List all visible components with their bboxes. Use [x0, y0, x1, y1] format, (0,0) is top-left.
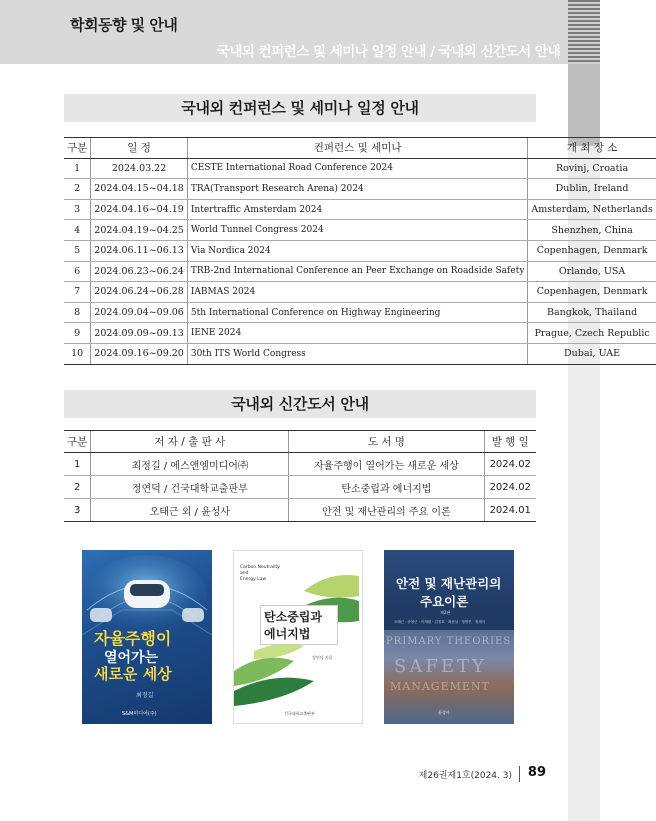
cover2-en3: Energy Law — [240, 577, 267, 582]
cover3-publisher: 윤성사 — [438, 710, 450, 715]
row-date: 2024.09.09~09.13 — [91, 323, 188, 344]
cover1-publisher: S&M미디어(주) — [122, 711, 157, 717]
row-place: Dubai, UAE — [528, 343, 656, 364]
cover3-title2: 주요이론 — [420, 594, 469, 609]
cover3-bg3: MANAGEMENT — [390, 680, 490, 693]
table-row — [64, 261, 656, 282]
row-pub-date: 2024.01 — [484, 499, 536, 522]
row-no: 2 — [64, 179, 91, 200]
section-title: 학회동향 및 안내 — [70, 16, 178, 34]
book-cover-carbon-neutrality — [233, 550, 363, 724]
cover2-title2: 에너지법 — [264, 627, 311, 641]
row-no: 7 — [64, 282, 91, 303]
row-place: Copenhagen, Denmark — [528, 240, 656, 261]
table-row — [64, 323, 656, 344]
cover1-line3: 새로운 세상 — [94, 665, 172, 683]
row-conference: IENE 2024 — [187, 323, 528, 344]
row-place: Copenhagen, Denmark — [528, 282, 656, 303]
row-place: Orlando, USA — [528, 261, 656, 282]
row-date: 2024.06.24~06.28 — [91, 282, 188, 303]
row-no: 4 — [64, 220, 91, 241]
table-row — [64, 282, 656, 303]
conference-title: 국내외 컨퍼런스 및 세미나 일정 안내 — [64, 94, 536, 122]
cover3-title1: 안전 및 재난관리의 — [396, 576, 502, 591]
side-tab-marker — [568, 64, 600, 146]
cover3-bg2: SAFETY — [394, 656, 487, 677]
row-author: 정연덕 / 건국대학교출판부 — [91, 476, 289, 499]
row-no: 3 — [64, 199, 91, 220]
col-author: 저 자 / 출 판 사 — [91, 431, 289, 453]
col-no: 구분 — [64, 138, 91, 159]
row-place: Bangkok, Thailand — [528, 302, 656, 323]
row-pub-date: 2024.02 — [484, 453, 536, 476]
books-title: 국내외 신간도서 안내 — [64, 390, 536, 418]
row-conference: TRB-2nd International Conference an Peer Exchange on Roadside Safety — [187, 261, 528, 282]
section-subtitle: 국내외 컨퍼런스 및 세미나 일정 안내 / 국내외 신간도서 안내 — [216, 44, 560, 60]
page-number: 89 — [527, 765, 546, 780]
row-conference: Via Nordica 2024 — [187, 240, 528, 261]
cover3-edition: 제2판 — [440, 610, 451, 615]
table-row — [64, 343, 656, 364]
row-author: 최정길 / 에스앤엠미디어㈜ — [91, 453, 289, 476]
row-book-title: 자율주행이 열어가는 새로운 세상 — [289, 453, 484, 476]
row-no: 5 — [64, 240, 91, 261]
row-date: 2024.04.19~04.25 — [91, 220, 188, 241]
table-row — [64, 220, 656, 241]
row-no: 2 — [64, 476, 91, 499]
row-date: 2024.03.22 — [91, 158, 188, 179]
cover2-en2: and — [240, 571, 249, 576]
row-conference: 5th International Conference on Highway Engineering — [187, 302, 528, 323]
row-no: 9 — [64, 323, 91, 344]
cover3-bg1: PRIMARY THEORIES — [386, 636, 512, 647]
conference-table — [64, 137, 656, 365]
footer-divider — [519, 766, 520, 782]
row-no: 3 — [64, 499, 91, 522]
row-place: Shenzhen, China — [528, 220, 656, 241]
row-date: 2024.04.16~04.19 — [91, 199, 188, 220]
cover2-title1: 탄소중립과 — [264, 610, 322, 624]
table-row — [64, 476, 536, 499]
row-place: Prague, Czech Republic — [528, 323, 656, 344]
col-no: 구분 — [64, 431, 91, 453]
row-place: Dublin, Ireland — [528, 179, 656, 200]
row-date: 2024.09.16~09.20 — [91, 343, 188, 364]
table-row — [64, 499, 536, 522]
row-conference: Intertraffic Amsterdam 2024 — [187, 199, 528, 220]
table-row — [64, 453, 536, 476]
col-pub-date: 발 행 일 — [484, 431, 536, 453]
cover1-line1: 자율주행이 — [94, 629, 172, 648]
cover3-authors: 오태근 · 송창근 · 이재원 · 김정호 · 최선실 · 정명진 · 정재식 — [394, 620, 486, 624]
row-conference: TRA(Transport Research Arena) 2024 — [187, 179, 528, 200]
cover2-author: 정연덕 지음 — [312, 655, 333, 660]
row-no: 6 — [64, 261, 91, 282]
book-cover-safety-management — [384, 550, 514, 724]
row-no: 10 — [64, 343, 91, 364]
col-date: 일 정 — [91, 138, 188, 159]
row-no: 1 — [64, 453, 91, 476]
col-book-title: 도 서 명 — [289, 431, 484, 453]
cover1-line2: 열어가는 — [104, 650, 159, 666]
row-date: 2024.06.11~06.13 — [91, 240, 188, 261]
row-no: 8 — [64, 302, 91, 323]
table-row — [64, 179, 656, 200]
col-place: 개 최 장 소 — [528, 138, 656, 159]
cover2-title-box — [260, 605, 338, 645]
row-book-title: 안전 및 재난관리의 주요 이론 — [289, 499, 484, 522]
table-row — [64, 302, 656, 323]
table-row — [64, 240, 656, 261]
row-conference: CESTE International Road Conference 2024 — [187, 158, 528, 179]
row-date: 2024.09.04~09.06 — [91, 302, 188, 323]
cover2-en1: Carbon Neutrality — [240, 565, 280, 570]
book-cover-autonomous-driving — [82, 550, 212, 724]
row-author: 오태근 외 / 윤성사 — [91, 499, 289, 522]
row-book-title: 탄소중립과 에너지법 — [289, 476, 484, 499]
side-stripes — [568, 0, 600, 64]
row-place: Rovinj, Croatia — [528, 158, 656, 179]
cover1-author: 최정길 — [136, 692, 154, 699]
books-table — [64, 430, 536, 522]
row-place: Amsterdam, Netherlands — [528, 199, 656, 220]
table-row — [64, 158, 656, 179]
row-conference: 30th ITS World Congress — [187, 343, 528, 364]
cover2-publisher: 건국대학교출판부 — [284, 711, 315, 716]
row-date: 2024.06.23~06.24 — [91, 261, 188, 282]
row-date: 2024.04.15~04.18 — [91, 179, 188, 200]
row-conference: IABMAS 2024 — [187, 282, 528, 303]
issue-label: 제26권제1호(2024. 3) — [418, 771, 512, 781]
row-no: 1 — [64, 158, 91, 179]
table-row — [64, 199, 656, 220]
row-pub-date: 2024.02 — [484, 476, 536, 499]
row-conference: World Tunnel Congress 2024 — [187, 220, 528, 241]
col-conference: 컨퍼런스 및 세미나 — [187, 138, 528, 159]
